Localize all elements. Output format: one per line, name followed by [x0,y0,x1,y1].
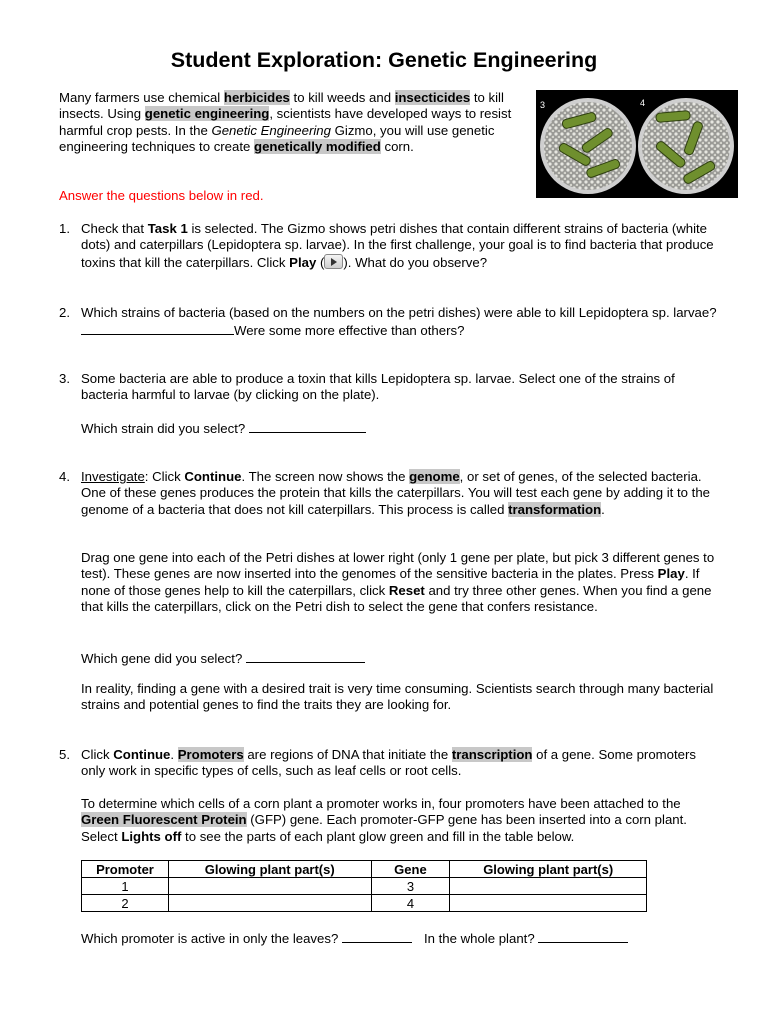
table-cell-gene: 4 [371,895,450,912]
petri-dish-illustration [536,90,738,198]
dish-3-label: 3 [540,100,546,110]
q5-question: Which promoter is active in only the leaves? In the whole plant? [81,929,721,947]
term-genetic-engineering: genetic engineering [144,106,270,122]
table-row [82,878,647,895]
q5-text: Click Continue. Promoters are regions of DNA that initiate the transcription of a gene. Some promoters only work in specific types of cells, such as leaf cells or root cells. [81,747,696,779]
table-cell-promoter: 2 [82,895,169,912]
play-icon [324,254,343,269]
q2-answer-blank[interactable] [81,321,234,335]
q2-text: Which strains of bacteria (based on the numbers on the petri dishes) were able to kill Lepidoptera sp. larvae? Were some more effective than others? [81,305,717,339]
q1-number: 1. [59,221,70,236]
term-genome: genome [409,469,460,484]
term-insecticides: insecticides [394,90,471,105]
table-header: Glowing plant part(s) [168,861,371,878]
table-cell-gene: 3 [371,878,450,895]
q4-paragraph-2: Drag one gene into each of the Petri dishes at lower right (only 1 gene per plate, but pick 3 different genes to test). These genes are now inserted into the genomes of the sensitive bacteria in the plates. Press Play. If none of those genes help to kill the caterpillars, click Reset and try three other genes. When you find a gene that kills the caterpillars, click on the Petri dish to select the gene that confers resistance. [81,550,715,614]
term-promoters: Promoters [177,747,244,762]
instruction-text: Answer the questions below in red. [59,188,264,203]
q4-question: Which gene did you select? [81,649,721,667]
table-header: Promoter [82,861,169,878]
table-cell-answer[interactable] [450,895,647,912]
term-transformation: transformation [508,501,602,517]
q3-number: 3. [59,371,70,386]
gizmo-name: Genetic Engineering [211,122,331,138]
q5-number: 5. [59,747,70,762]
page-title: Student Exploration: Genetic Engineering [170,48,598,72]
q1-text: Check that Task 1 is selected. The Gizmo shows petri dishes that contain different strains of bacteria (white dots) and caterpillars (Lepidoptera sp. larvae). In the first challenge, your goal is to find bacteria that produce toxins that kill the caterpillars. Click Play ( ). What do you observe? [81,221,714,270]
promoter-table [81,860,647,912]
q2-number: 2. [59,305,70,320]
q5-paragraph-2: To determine which cells of a corn plant a promoter works in, four promoters have been attached to the Green Fluorescent Protein (GFP) gene. Each promoter-GFP gene has been inserted into a corn plant. Select Lights off to see the parts of each plant glow green and fill in the table below. [81,796,687,844]
table-row [82,895,647,912]
table-cell-promoter: 1 [82,878,169,895]
q3-text: Some bacteria are able to produce a toxin that kills Lepidoptera sp. larvae. Select one of the strains of bacteria harmful to larvae (by clicking on the plate). [81,371,675,403]
term-transcription: transcription [451,747,533,762]
q5-whole-plant-answer-blank[interactable] [538,929,628,943]
q5-leaves-answer-blank[interactable] [342,929,412,943]
q4-answer-blank[interactable] [246,649,365,663]
term-genetically-modified: genetically modified [254,138,381,154]
dish-4-label: 4 [640,98,646,108]
q3-answer-blank[interactable] [249,419,366,433]
table-header: Gene [371,861,450,878]
table-cell-answer[interactable] [168,878,371,895]
table-cell-answer[interactable] [450,878,647,895]
q4-paragraph-4: In reality, finding a gene with a desired trait is very time consuming. Scientists search through many bacterial strains and potential genes to find the traits they are looking for. [81,681,714,713]
petri-dish-figure [536,90,738,198]
q4-number: 4. [59,469,70,484]
q4-text: Investigate: Click Continue. The screen now shows the genome, or set of genes, of the selected bacteria. One of these genes produces the protein that kills the caterpillars. You will test each gene by adding it to the genome of a bacteria that does not kill caterpillars. This process is called transformation. [81,469,710,517]
term-gfp: Green Fluorescent Protein [81,812,247,828]
table-header: Glowing plant part(s) [450,861,647,878]
q3-question: Which strain did you select? [81,419,721,437]
table-header-row [82,861,647,878]
term-herbicides: herbicides [223,90,290,105]
intro-paragraph: Many farmers use chemical herbicides to kill weeds and insecticides to kill insects. Using genetic engineering, scientists have developed ways to resist harmful crop pests. In the Genetic Engineering Gizmo, you will use genetic engineering techniques to create genetically modified corn. [59,90,512,154]
table-cell-answer[interactable] [168,895,371,912]
